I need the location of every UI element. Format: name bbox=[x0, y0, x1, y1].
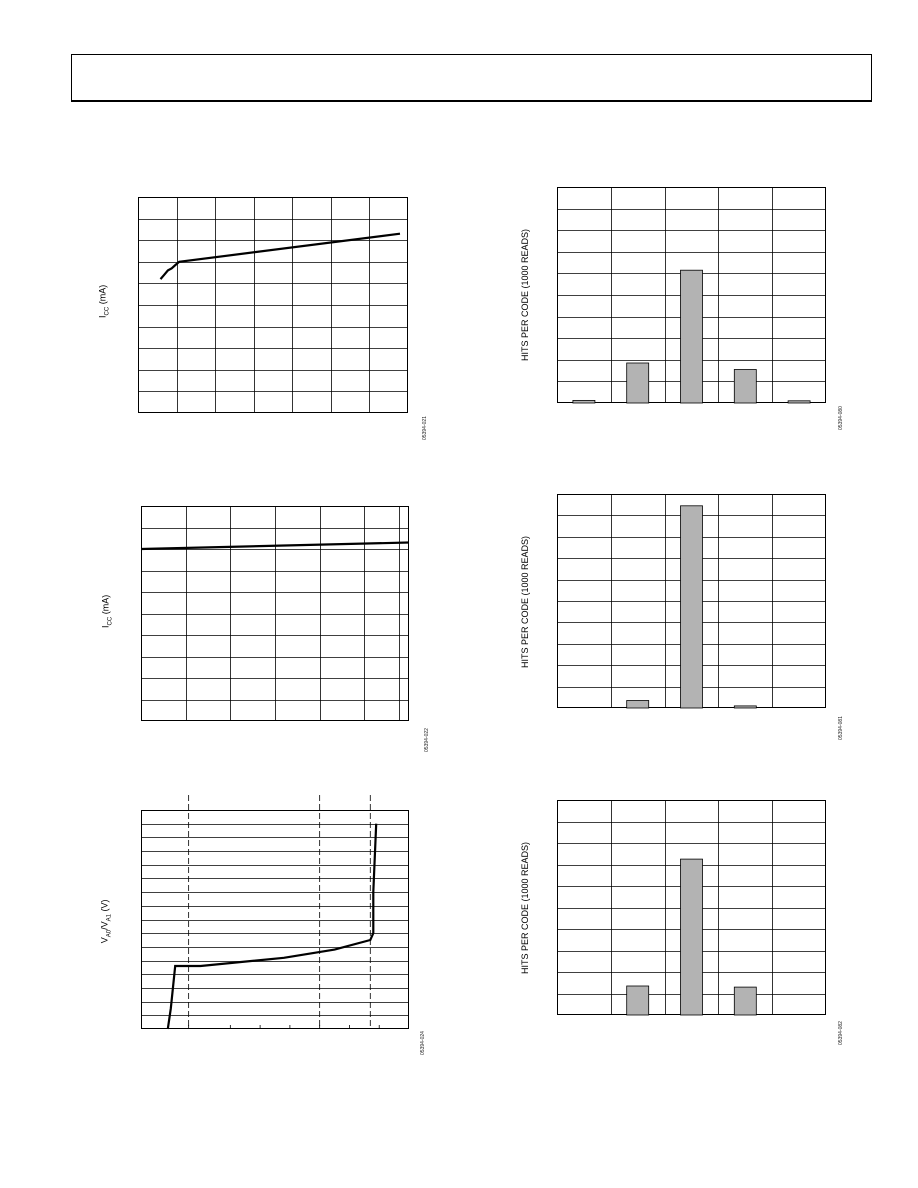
series-line bbox=[141, 543, 409, 550]
va-chart-ylabel: $V_{A0}/V_{A1}$ (V) bbox=[99, 899, 113, 944]
histogram-bar bbox=[734, 370, 756, 404]
histogram-1-figure-id: 05394-080 bbox=[838, 406, 844, 430]
histogram-bar bbox=[681, 859, 703, 1015]
plot-frame bbox=[142, 507, 409, 721]
histogram-bar bbox=[573, 400, 595, 403]
icc-chart-1-ylabel: $I_{CC}$ (mA) bbox=[97, 284, 111, 318]
histogram-2-ylabel: HITS PER CODE (1000 READS) bbox=[520, 535, 530, 669]
plot-frame bbox=[139, 198, 408, 413]
plot-frame bbox=[142, 811, 409, 1029]
icc-line-chart-2 bbox=[141, 506, 409, 721]
histogram-3-ylabel: HITS PER CODE (1000 READS) bbox=[520, 841, 530, 975]
va-chart-figure-id: 05394-024 bbox=[420, 1031, 426, 1055]
icc-chart-2-ylabel: $I_{CC}$ (mA) bbox=[100, 594, 114, 628]
page-header-box bbox=[71, 54, 872, 102]
histogram-bar bbox=[681, 270, 703, 403]
histogram-chart-2 bbox=[557, 494, 826, 708]
va-transfer-chart bbox=[141, 795, 409, 1029]
icc-chart-1-figure-id: 05394-021 bbox=[422, 416, 428, 440]
histogram-bar bbox=[627, 363, 649, 403]
histogram-bar bbox=[788, 401, 810, 403]
histogram-chart-1 bbox=[557, 187, 826, 403]
histogram-1-ylabel: HITS PER CODE (1000 READS) bbox=[520, 228, 530, 362]
histogram-chart-3 bbox=[557, 800, 826, 1015]
icc-line-chart-1 bbox=[138, 197, 408, 413]
icc-chart-2-figure-id: 05394-022 bbox=[424, 728, 430, 752]
histogram-bar bbox=[681, 506, 703, 708]
histogram-bar bbox=[734, 706, 756, 708]
histogram-3-figure-id: 05394-082 bbox=[838, 1021, 844, 1045]
histogram-bar bbox=[627, 701, 649, 709]
series-line bbox=[168, 824, 376, 1029]
histogram-bar bbox=[734, 987, 756, 1015]
histogram-2-figure-id: 05394-081 bbox=[838, 716, 844, 740]
histogram-bar bbox=[627, 986, 649, 1015]
